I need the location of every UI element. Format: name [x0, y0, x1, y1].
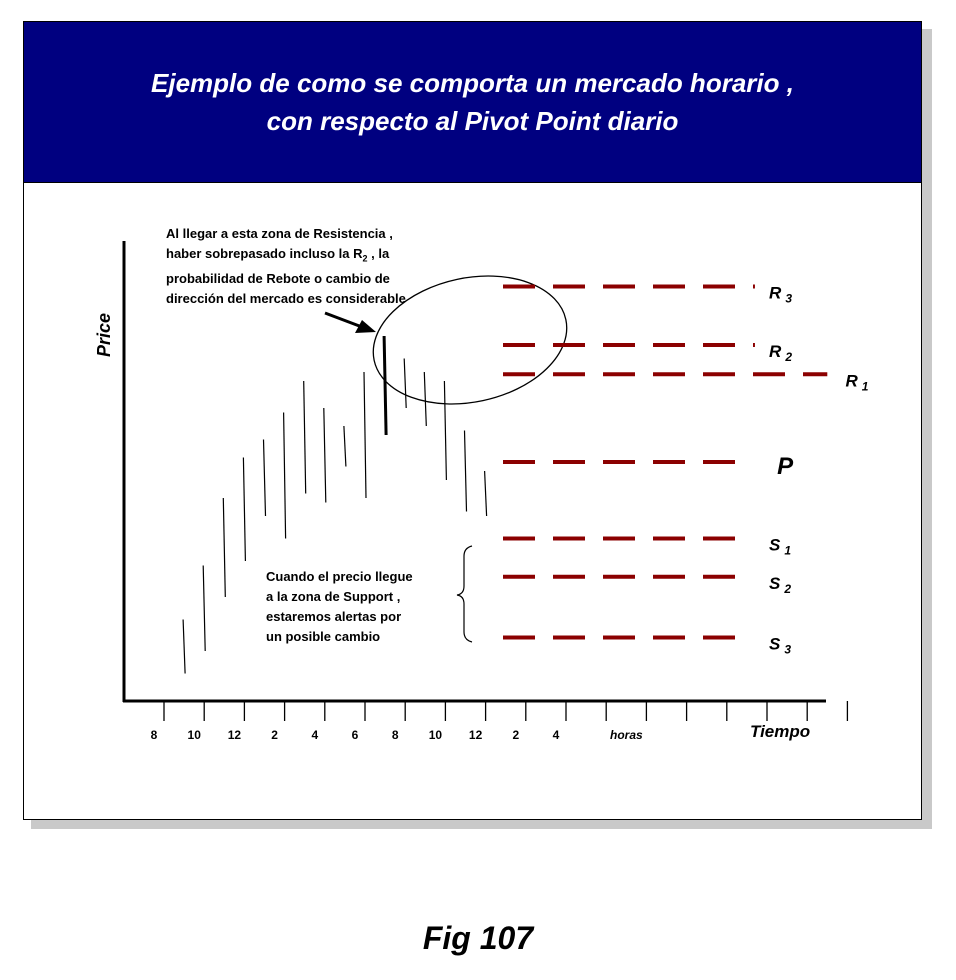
price-bar-11 — [384, 336, 386, 435]
price-bar-8 — [324, 408, 326, 503]
support-note-line-3: estaremos alertas por — [266, 609, 402, 624]
resistance-note-subscript: 2 — [362, 253, 368, 264]
support-note — [266, 567, 413, 647]
level-label-s2: S $_2$ — [769, 573, 792, 596]
level-label-s1: S $_1$ — [769, 535, 792, 558]
x-tick-label: horas — [610, 728, 643, 742]
price-bar-14 — [444, 381, 446, 480]
support-note-line-4: un posible cambio — [266, 629, 381, 644]
resistance-note-line-2-post: , la — [367, 246, 390, 261]
x-tick-label: 6 — [351, 728, 359, 742]
support-brace — [457, 546, 472, 642]
level-label-r1: R $_1$ — [845, 371, 869, 394]
price-bar-3 — [223, 498, 225, 597]
price-bar-10 — [364, 372, 366, 498]
x-tick-label: 4 — [311, 728, 319, 742]
price-bar-13 — [424, 372, 426, 426]
arrow-shaft — [325, 313, 362, 327]
support-note-line-1: Cuando el precio llegue — [266, 569, 413, 584]
x-tick-label: 12 — [227, 728, 242, 742]
resistance-note-line-2 — [166, 244, 406, 269]
y-axis-title: Price — [94, 312, 114, 357]
figure-caption: Fig 107 — [422, 920, 534, 956]
price-bar-9 — [344, 426, 346, 467]
level-label-p: P — [777, 453, 794, 480]
level-label-r2: R $_2$ — [769, 342, 793, 364]
price-bar-7 — [304, 381, 306, 494]
x-tick-label: 2 — [512, 728, 520, 742]
price-bar-5 — [264, 440, 266, 517]
support-note-line-2: a la zona de Support , — [266, 589, 401, 604]
resistance-note-line-2-pre: haber sobrepasado incluso la R — [166, 246, 363, 261]
level-label-r3: R $_3$ — [769, 283, 793, 306]
price-bar-4 — [243, 458, 245, 562]
x-tick-label: 8 — [391, 728, 399, 742]
title-line-1: Ejemplo de como se comporta un mercado horario , — [151, 68, 794, 98]
price-bar-15 — [465, 431, 467, 512]
level-label-s3: S $_3$ — [769, 634, 792, 657]
resistance-note — [166, 224, 406, 309]
resistance-note-line-1: Al llegar a esta zona de Resistencia , — [166, 226, 393, 241]
x-tick-label: 12 — [468, 728, 483, 742]
resistance-note-line-3: probabilidad de Rebote o cambio de — [166, 270, 390, 286]
x-tick-label: 4 — [552, 728, 560, 742]
x-tick-label: 10 — [428, 728, 443, 742]
price-bar-16 — [485, 471, 487, 516]
x-axis-title: Tiempo — [750, 722, 811, 741]
title-line-2: con respecto al Pivot Point diario — [266, 106, 679, 136]
price-bar-12 — [404, 359, 406, 409]
x-tick-label: 10 — [187, 728, 201, 742]
x-tick-label: 2 — [271, 728, 278, 742]
price-bar-1 — [183, 620, 185, 674]
x-tick-label: 8 — [150, 728, 158, 742]
resistance-note-line-4: dirección del mercado es considerable — [166, 290, 406, 306]
price-bar-6 — [284, 413, 286, 539]
price-bar-2 — [203, 566, 205, 652]
